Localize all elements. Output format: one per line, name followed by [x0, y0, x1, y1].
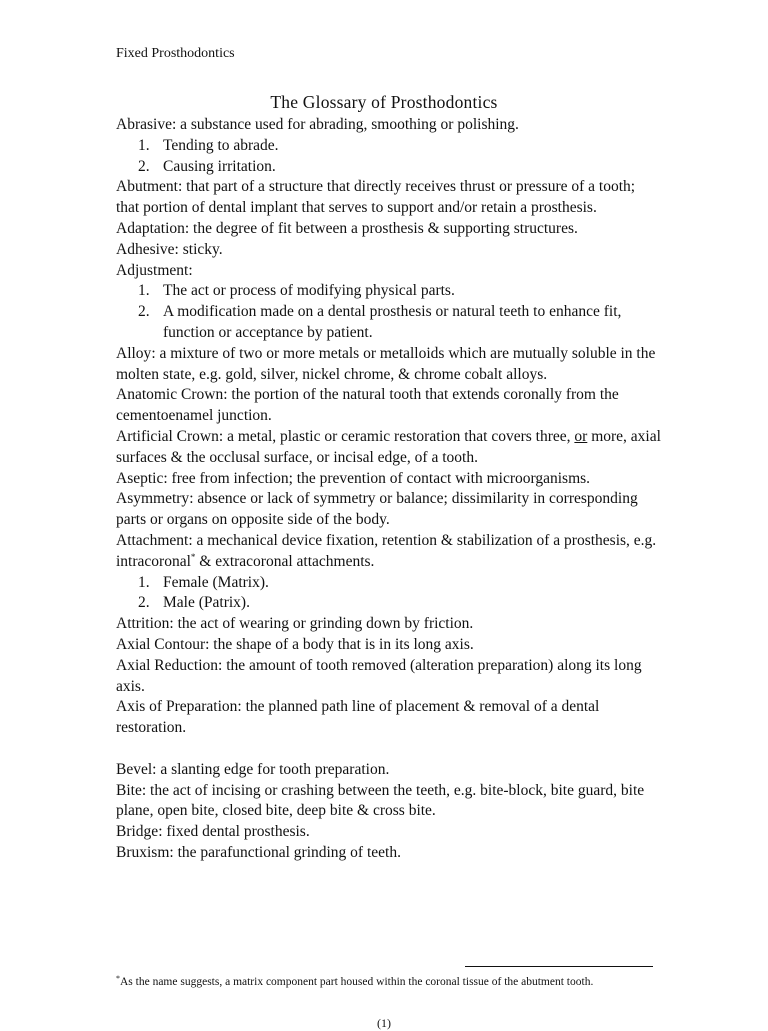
term: Bruxism	[116, 843, 170, 861]
definition: : the amount of tooth removed (alteration preparation) along its long axis.	[116, 656, 642, 695]
term: Artificial Crown	[116, 427, 219, 445]
definition: : free from infection; the prevention of contact with microorganisms.	[163, 469, 591, 487]
definition: : the portion of the natural tooth that extends coronally from the cementoenamel junction.	[116, 386, 619, 425]
term: Attrition	[116, 615, 170, 633]
definition: : a mixture of two or more metals or metalloids which are mutually soluble in the molten state, e.g. gold, silver, nickel chrome, & chrome cobalt alloys.	[116, 344, 656, 383]
definition-continued: more, axial surfaces & the occlusal surface, or incisal edge, of a tooth.	[116, 427, 661, 466]
term: Abutment	[116, 178, 178, 196]
definition: : the act of wearing or grinding down by friction.	[169, 615, 474, 633]
term: Axis of Preparation	[116, 698, 238, 716]
definition: : a slanting edge for tooth preparation.	[152, 760, 390, 778]
footnote-text: As the name suggests, a matrix component part housed within the coronal tissue of the abutment tooth.	[120, 976, 594, 988]
term: Axial Reduction	[116, 656, 219, 674]
list-item: 2. A modification made on a dental prosthesis or natural teeth to enhance fit, function or acceptance by patient.	[138, 303, 622, 341]
list-item: 2. Causing irritation.	[138, 157, 276, 175]
page-title: The Glossary of Prosthodontics	[270, 92, 498, 112]
term: Alloy	[116, 344, 152, 362]
glossary-entry-attachment	[116, 531, 661, 573]
definition: : the planned path line of placement & removal of a dental restoration.	[116, 698, 600, 737]
term: Bevel	[116, 760, 153, 778]
definition: : the act of incising or crashing between the teeth, e.g. bite-block, bite guard, bite plane, open bite, closed bite, deep bite & cross bite.	[116, 781, 645, 820]
glossary-entry-bruxism	[116, 843, 661, 864]
glossary-entry-artificial-crown	[116, 427, 661, 469]
glossary-body	[116, 115, 661, 864]
glossary-entry-asymmetry	[116, 489, 661, 531]
definition: : a metal, plastic or ceramic restoration that covers three,	[218, 427, 575, 445]
glossary-entry-anatomic-crown	[116, 385, 661, 427]
glossary-entry-bevel	[116, 760, 661, 781]
term: Anatomic Crown	[116, 386, 224, 404]
glossary-entry-axis-of-preparation	[116, 697, 661, 739]
footnote-divider	[465, 966, 653, 967]
running-header: Fixed Prosthodontics	[116, 46, 235, 61]
definition: : the degree of fit between a prosthesis & supporting structures.	[184, 219, 578, 237]
definition: : absence or lack of symmetry or balance; dissimilarity in corresponding parts or organs on opposite side of the body.	[116, 490, 638, 529]
definition: :	[188, 261, 193, 279]
glossary-entry-abutment	[116, 177, 661, 219]
glossary-entry-axial-reduction	[116, 656, 661, 698]
glossary-entry-alloy	[116, 344, 661, 386]
list-item: 1. Female (Matrix).	[138, 573, 269, 591]
page-number: (1)	[377, 1016, 391, 1030]
definition: : that part of a structure that directly receives thrust or pressure of a tooth; that portion of dental implant that serves to support and/or retain a prosthesis.	[116, 178, 636, 217]
term: Attachment	[116, 531, 189, 549]
glossary-entry-attrition	[116, 614, 661, 635]
glossary-entry-adjustment	[116, 261, 661, 282]
numbered-list	[116, 136, 661, 178]
term: Adjustment	[116, 261, 189, 279]
definition: : a substance used for abrading, smoothing or polishing.	[171, 116, 519, 133]
paragraph-spacer	[116, 739, 661, 760]
term: Aseptic	[116, 469, 164, 487]
definition: : a mechanical device fixation, retention & stabilization of a prosthesis, e.g. intracoronal	[116, 531, 657, 570]
glossary-entry-bridge	[116, 822, 661, 843]
definition: : sticky.	[174, 240, 223, 258]
glossary-entry-adhesive	[116, 240, 661, 261]
term: Abrasive	[116, 116, 172, 133]
list-item: 1. The act or process of modifying physical parts.	[138, 282, 455, 300]
numbered-list	[116, 573, 661, 615]
term: Bite	[116, 781, 142, 799]
definition: : the parafunctional grinding of teeth.	[169, 843, 401, 861]
numbered-list	[116, 281, 661, 343]
definition: : the shape of a body that is in its long axis.	[205, 635, 474, 653]
footnote-marker: *	[190, 551, 196, 562]
definition-continued: & extracoronal attachments.	[195, 552, 375, 570]
glossary-entry-aseptic	[116, 469, 661, 490]
term: Axial Contour	[116, 635, 206, 653]
term: Bridge	[116, 823, 159, 841]
term: Adhesive	[116, 240, 175, 258]
list-item: 2. Male (Patrix).	[138, 594, 250, 612]
glossary-entry-abrasive	[116, 115, 661, 136]
definition: : fixed dental prosthesis.	[158, 823, 310, 841]
list-item: 1. Tending to abrade.	[138, 136, 279, 154]
term: Asymmetry	[116, 490, 190, 508]
footnote	[116, 974, 593, 988]
footnote-marker: *	[116, 974, 120, 983]
underlined-word: or	[574, 427, 588, 445]
glossary-entry-axial-contour	[116, 635, 661, 656]
term: Adaptation	[116, 219, 185, 237]
glossary-entry-adaptation	[116, 219, 661, 240]
glossary-entry-bite	[116, 781, 661, 823]
